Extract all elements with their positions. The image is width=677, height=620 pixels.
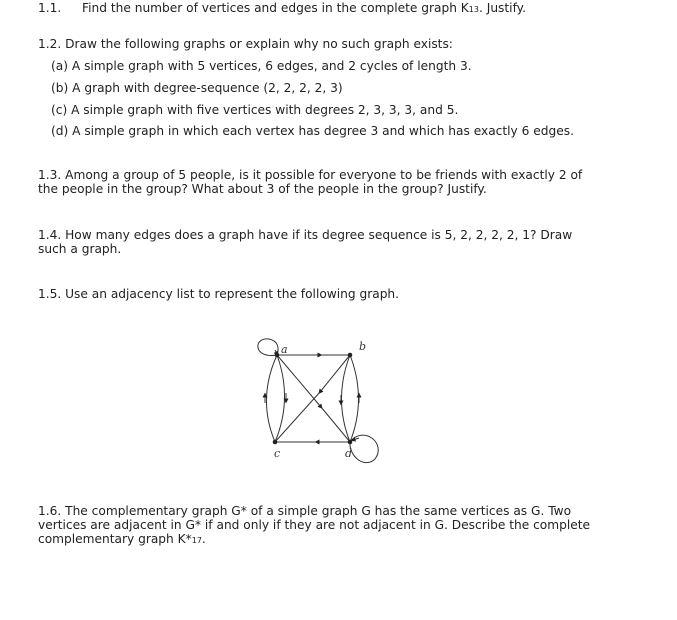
question-1-6-text: 1.6. The complementary graph G* of a simple graph G has the same vertices as G. Two vertices are adjacent in G* if and only if they are not adjacent in G. Describe the complete complementary graph K*: [38, 504, 591, 546]
edge-a-c-right: [275, 355, 285, 442]
question-1-6: [38, 504, 606, 548]
question-1-2-item-c: (c) A simple graph with five vertices with degrees 2, 3, 3, 3, and 5.: [51, 103, 459, 117]
question-1-6-subscript: 17: [191, 536, 202, 545]
question-1-1-text: Find the number of vertices and edges in the complete graph K: [82, 1, 469, 15]
edge-b-c: [320, 355, 350, 392]
vertex-label-c: c: [274, 447, 281, 460]
vertex-label-b: b: [359, 340, 367, 353]
question-1-2-item-b: (b) A graph with degree-sequence (2, 2, 2, 2, 3): [51, 81, 343, 95]
question-1-1-text-end: . Justify.: [478, 1, 526, 15]
graph-figure: [245, 325, 395, 475]
vertex-c: [273, 440, 278, 445]
question-1-1-subscript: 13: [468, 5, 479, 14]
question-1-1-number: 1.1.: [38, 1, 62, 15]
question-1-4: 1.4. How many edges does a graph have if its degree sequence is 5, 2, 2, 2, 2, 1? Draw such a graph.: [38, 228, 573, 256]
edge-b-d-right: [350, 355, 359, 442]
question-1-6-text-end: .: [201, 532, 206, 546]
question-1-2-intro: 1.2. Draw the following graphs or explain why no such graph exists:: [38, 37, 453, 51]
vertex-d: [348, 440, 353, 445]
loop-a: [258, 339, 278, 356]
question-1-3: 1.3. Among a group of 5 people, is it possible for everyone to be friends with exactly 2 of the people in the group? What about 3 of the people in the group? Justify.: [38, 168, 583, 196]
question-1-1: [38, 1, 526, 17]
edge-a-c-left: [266, 355, 277, 442]
vertex-label-d: d: [345, 447, 353, 460]
edge-b-d-left: [342, 355, 351, 442]
question-1-2-item-d: (d) A simple graph in which each vertex has degree 3 and which has exactly 6 edges.: [51, 124, 574, 138]
question-1-5: 1.5. Use an adjacency list to represent the following graph.: [38, 287, 400, 301]
vertex-b: [348, 353, 353, 358]
question-1-2-item-a: (a) A simple graph with 5 vertices, 6 edges, and 2 cycles of length 3.: [51, 59, 472, 73]
vertex-a: [275, 353, 280, 358]
vertex-label-a: a: [281, 343, 288, 356]
